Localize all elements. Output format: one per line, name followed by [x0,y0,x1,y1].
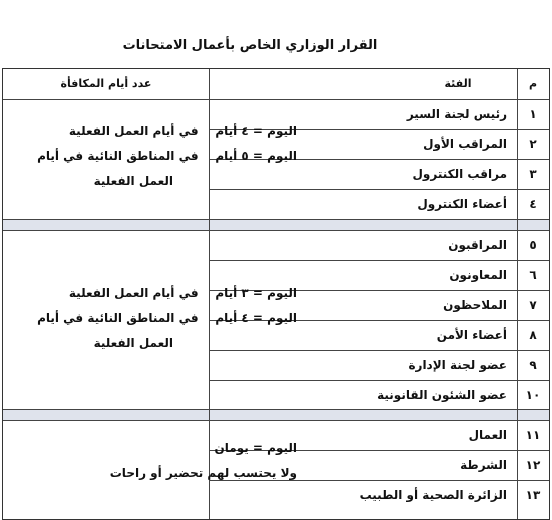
reward-rate: اليوم = يومان [214,441,297,455]
row-num: ٧ [529,298,537,312]
rewards-table [2,68,550,520]
row-category: المعاونون [449,268,507,282]
reward-rate: اليوم = ٣ أيام [215,286,297,300]
row-category: الزائرة الصحية أو الطبيب [359,488,507,502]
row-category: عضو لجنة الإدارة [408,358,507,372]
row-category: الملاحظون [443,298,507,312]
reward-condition: ولا يحتسب لهم تحضير أو راحات [109,466,297,480]
group-separator [3,219,549,230]
reward-rate: اليوم = ٥ أيام [215,149,297,163]
row-num: ١٣ [525,488,541,502]
reward-condition: في المناطق النائية في أيام [37,149,199,163]
row-num: ٥ [529,238,537,252]
reward-block [39,119,297,194]
row-num: ٩ [529,358,537,372]
row-num: ٣ [529,167,537,181]
header-days: عدد أيام المكافأة [60,77,152,90]
row-category: أعضاء الأمن [436,328,507,342]
row-category: الشرطة [460,458,507,472]
reward-condition: في أيام العمل الفعلية [68,124,199,138]
row-category: العمال [468,428,507,442]
row-num: ١ [529,107,537,121]
page-title: القرار الوزاري الخاص بأعمال الامتحانات [122,38,378,53]
header-num: م [528,77,538,90]
reward-condition: العمل الفعلية [93,336,173,350]
row-category: المراقب الأول [423,137,507,151]
row-num: ١١ [525,428,541,442]
row-num: ١٢ [525,458,541,472]
row-category: أعضاء الكنترول [417,197,507,211]
header-category: الفئة [444,77,472,90]
reward-condition: العمل الفعلية [93,174,173,188]
reward-condition: في أيام العمل الفعلية [68,286,199,300]
row-num: ٢ [529,137,537,151]
row-num: ٨ [529,328,537,342]
reward-block [39,436,297,486]
row-category: رئيس لجنة السير [406,107,507,121]
row-category: المراقبون [448,238,507,252]
group-separator [3,409,549,420]
reward-block [39,281,297,356]
row-num: ٦ [529,268,537,282]
row-category: عضو الشئون القانونية [377,388,507,402]
reward-rate: اليوم = ٤ أيام [215,311,297,325]
reward-condition: في المناطق النائية في أيام [37,311,199,325]
row-num: ١٠ [525,388,541,402]
reward-rate: اليوم = ٤ أيام [215,124,297,138]
row-category: مراقب الكنترول [412,167,507,181]
row-num: ٤ [529,197,537,211]
